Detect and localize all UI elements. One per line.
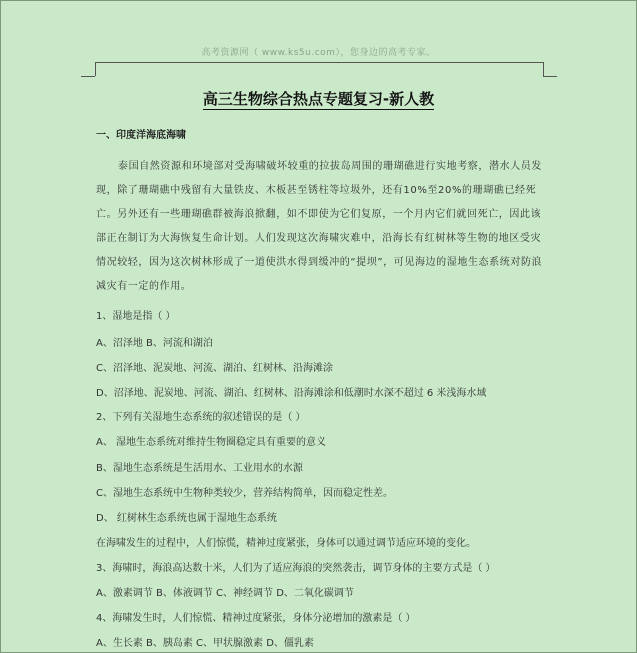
question-1: 1、湿地是指（ ） <box>96 311 176 322</box>
section-heading: 一、印度洋海底海啸 <box>96 130 186 141</box>
document-title-text: 高三生物综合热点专题复习-新人教 <box>202 90 435 108</box>
question-2-option-c: C、湿地生态系统中生物种类较少，营养结构简单，因而稳定性差。 <box>96 488 393 499</box>
context-sentence: 在海啸发生的过程中，人们惊慌，精神过度紧张，身体可以通过调节适应环境的变化。 <box>96 538 476 549</box>
question-1-option-d: D、沼泽地、泥炭地、河流、湖泊、红树林、沿海滩涂和低潮时水深不超过 6 米浅海水域 <box>96 388 487 399</box>
question-3-options: A、激素调节 B、体液调节 C、神经调节 D、二氧化碳调节 <box>96 588 354 599</box>
header-rule <box>95 62 543 63</box>
question-2-option-d: D、 红树林生态系统也属于湿地生态系统 <box>96 513 277 524</box>
question-4: 4、海啸发生时，人们惊慌、精神过度紧张，身体分泌增加的激素是（ ） <box>96 613 416 624</box>
crop-mark-left-v <box>95 62 96 76</box>
question-2-option-b: B、湿地生态系统是生活用水、工业用水的水源 <box>96 463 303 474</box>
question-1-option-c: C、沼泽地、泥炭地、河流、湖泊、红树林、沿海滩涂 <box>96 363 333 374</box>
crop-mark-right-h <box>543 76 557 77</box>
document-title <box>0 88 637 109</box>
crop-mark-left-h <box>81 76 95 77</box>
question-1-options-ab: A、沼泽地 B、河流和湖泊 <box>96 338 213 349</box>
page-header: 高考资源网（ www.ks5u.com），您身边的高考专家。 <box>201 48 436 58</box>
question-3: 3、海啸时，海浪高达数十米，人们为了适应海浪的突然袭击，调节身体的主要方式是（ ） <box>96 563 496 574</box>
question-2-option-a: A、 湿地生态系统对维持生物圈稳定具有重要的意义 <box>96 437 327 448</box>
body-paragraph: 泰国自然资源和环境部对受海啸破坏较重的拉拔岛周围的珊瑚礁进行实地考察，潜水人员发现，除了珊瑚礁中残留有大量铁皮、木板甚至锈柱等垃圾外，还有10%至20%的珊瑚礁已经死亡。另外还有一些珊瑚礁群被海浪掀翻，如不即使为它们复原，一个月内它们就回死亡，因此该部正在制订为大海恢复生命计划。人们发现这次海啸灾难中，沿海长有红树林等生物的地区受灾情况较轻，因为这次树林形成了一道使洪水得到缓冲的“提坝”，可见海边的湿地生态系统对防浪减灾有一定的作用。 <box>96 161 543 292</box>
crop-mark-right-v <box>543 62 544 76</box>
question-4-options: A、生长素 B、胰岛素 C、甲状腺激素 D、僵乳素 <box>96 638 314 649</box>
question-2: 2、下列有关湿地生态系统的叙述错误的是（ ） <box>96 412 306 423</box>
